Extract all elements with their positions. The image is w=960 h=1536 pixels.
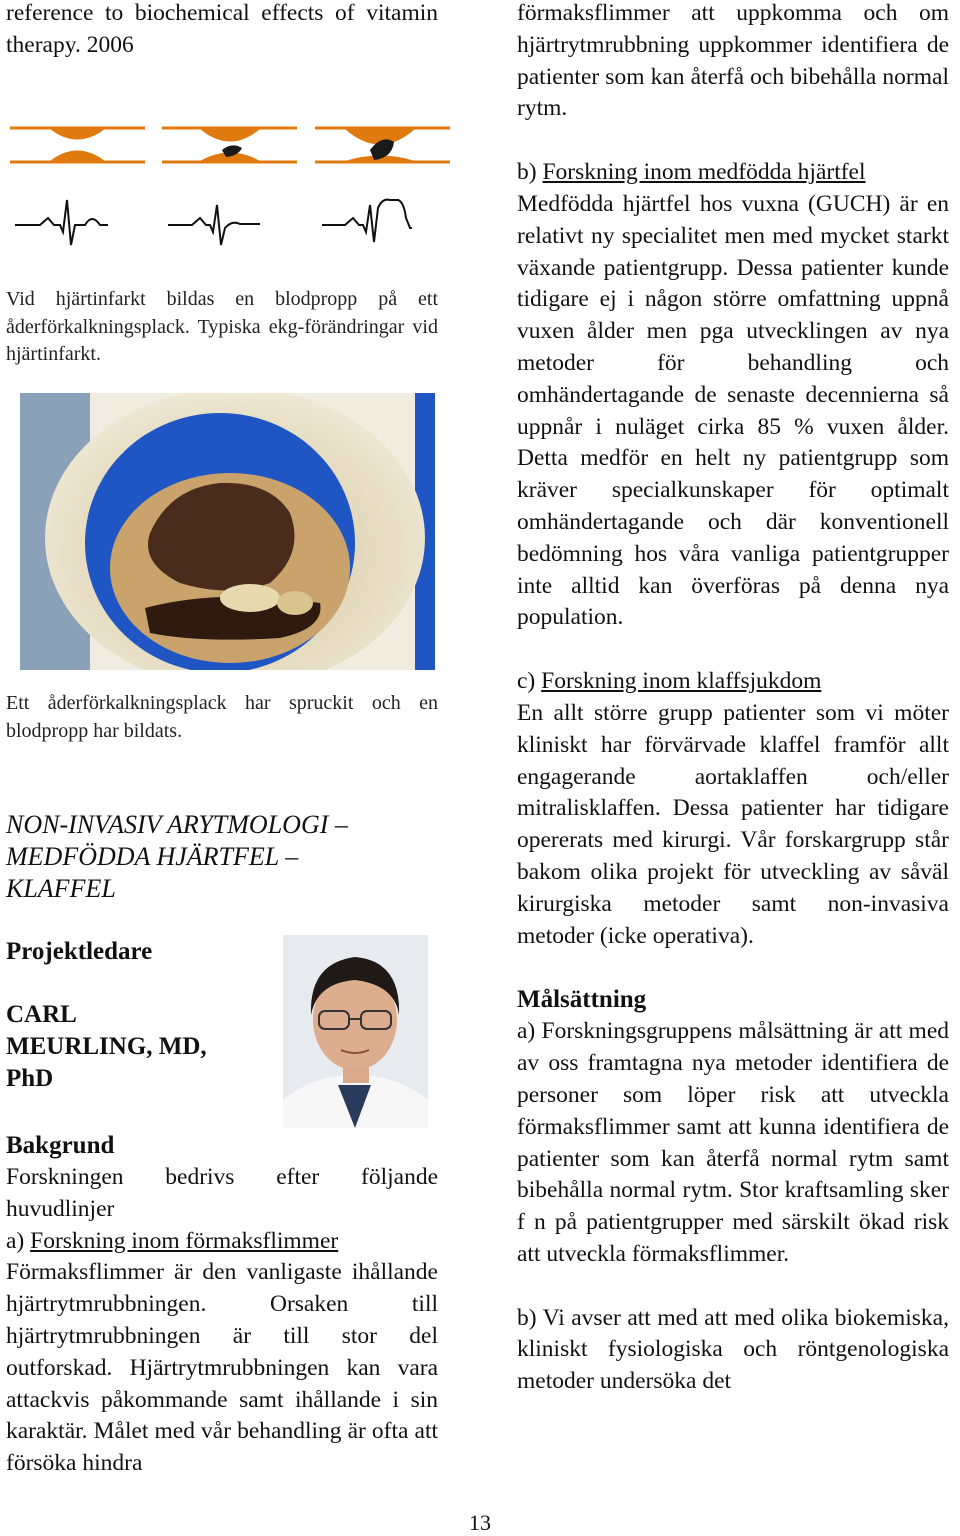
continued-text: förmaksflimmer att uppkomma och om hjärtrytmrubbning uppkommer identifiera de patienter som kan återfå och bibehålla normal rytm.	[517, 0, 949, 122]
plaque-photo	[20, 393, 435, 670]
background-intro: Forskningen bedrivs efter följande huvudlinjer	[6, 1164, 438, 1222]
portrait-photo	[283, 935, 428, 1128]
item-b	[517, 157, 949, 189]
goals-heading: Målsättning	[517, 986, 647, 1014]
vessel-ecg-figure	[10, 120, 450, 260]
item-c-text: En allt större grupp patienter som vi möter kliniskt har förvärvade klaffel framför allt engagerande aortaklaffen och/eller mitralisklaffen. Dessa patienter har tidigare opererats med kirurgi. Vår forskargrupp står bakom olika projekt för utveckling av såväl kirurgiska metoder samt non-invasiva metoder (icke operativa).	[517, 699, 949, 949]
ecg-traces	[15, 200, 412, 245]
item-a	[6, 1226, 438, 1258]
vessel-diagram-3	[315, 128, 450, 162]
left-column	[6, 0, 438, 62]
ecg-caption: Vid hjärtinfarkt bildas en blodpropp på ett åderförkalkningsplack. Typiska ekg-förändringar vid hjärtinfarkt.	[6, 288, 438, 365]
page-number: 13	[469, 1510, 491, 1535]
background-heading: Bakgrund	[6, 1132, 115, 1159]
vessel-diagram-1	[10, 128, 145, 162]
section-title-line-3: KLAFFEL	[6, 874, 116, 903]
item-c	[517, 666, 949, 698]
item-c-prefix: c)	[517, 668, 542, 695]
item-a-title: Forskning inom förmaksflimmer	[30, 1227, 339, 1254]
goal-a-text: a) Forskningsgruppens målsättning är att med av oss framtagna nya metoder identifiera de personer som löper risk att utveckla förmaksflimmer samt att kunna identifiera de patienter som kan återfå normal rytm samt bibehålla normal rytm. Stor kraftsamling sker f n på patientgrupper med särskilt ökad risk att utveckla förmaksflimmer.	[517, 1018, 949, 1267]
leader-name-line-2: MEURLING, MD,	[6, 1033, 207, 1060]
goal-b-text: b) Vi avser att med att med olika biokemiska, kliniskt fysiologiska och röntgenologiska metoder undersöka det	[517, 1304, 949, 1395]
section-title-line-1: NON-INVASIV ARYTMOLOGI –	[6, 810, 348, 839]
plaque-caption: Ett åderförkalkningsplack har spruckit och en blodpropp har bildats.	[6, 692, 438, 742]
item-b-prefix: b)	[517, 159, 543, 186]
project-leader-block	[6, 936, 276, 1095]
leader-name-line-3: PhD	[6, 1065, 54, 1092]
leader-name-line-1: CARL	[6, 1001, 77, 1028]
project-leader-heading: Projektledare	[6, 938, 153, 965]
right-column	[517, 0, 949, 1398]
background-block	[6, 1130, 438, 1480]
item-b-text: Medfödda hjärtfel hos vuxna (GUCH) är en relativt ny specialitet men med mycket starkt växande patientgrupp. Dessa patienter kunde tidigare ej i någon större omfattning uppnå vuxen ålder men pga utvecklingen av nya metoder för behandling och omhändertagande de senaste decennierna så uppnår i nuläget cirka 85 % vuxen ålder. Detta medför en helt ny patientgrupp som kräver specialkunskaper för optimalt omhändertagande och där konventionell bedömning hos våra vanliga patientgrupper inte alltid kan överföras på denna nya population.	[517, 190, 949, 631]
item-a-prefix: a)	[6, 1227, 31, 1254]
item-b-title: Forskning inom medfödda hjärtfel	[542, 159, 866, 186]
item-a-text: Förmaksflimmer är den vanligaste ihållande hjärtrytmrubbningen. Orsaken till hjärtrytmrubbningen är till stor del outforskad. Hjärtrytmrubbningen kan vara attackvis påkommande samt ihållande i sin karaktär. Målet med vår behandling är ofta att försöka hindra	[6, 1259, 438, 1477]
vessel-diagram-2	[162, 128, 297, 162]
ecg-caption-block	[6, 286, 438, 369]
section-heading-block	[6, 809, 438, 905]
intro-text: reference to biochemical effects of vitamin therapy. 2006	[6, 0, 438, 58]
item-c-title: Forskning inom klaffsjukdom	[541, 668, 822, 695]
section-title-line-2: MEDFÖDDA HJÄRTFEL –	[6, 842, 299, 871]
plaque-caption-block	[6, 690, 438, 745]
